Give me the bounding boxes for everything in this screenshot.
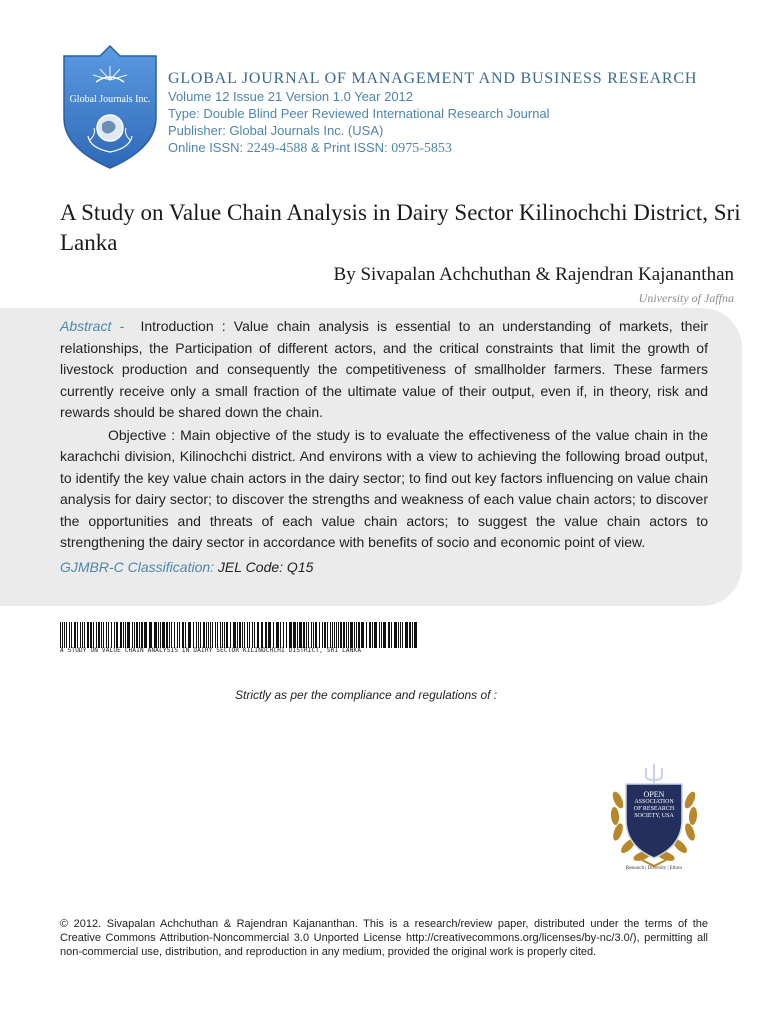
barcode-bar <box>169 622 170 648</box>
barcode-bar <box>265 622 267 648</box>
barcode-caption: A STUDY ON VALUE CHAIN ANALYSIS IN DAIRY SECTOR KILINOCHCHI DISTRICT, SRI LANKA <box>60 647 362 654</box>
abstract <box>60 316 708 578</box>
barcode-bar <box>215 622 216 648</box>
barcode-bar <box>388 622 390 648</box>
barcode-bar <box>196 622 197 648</box>
barcode-bar <box>103 622 104 648</box>
barcode-bar <box>96 622 97 648</box>
barcode-bar <box>319 622 320 648</box>
barcode-bar <box>82 622 83 648</box>
issn-online-label: Online ISSN: <box>168 140 247 155</box>
barcode-bar <box>198 622 199 648</box>
barcode-bar <box>166 622 168 648</box>
type-line: Type: Double Blind Peer Reviewed International Research Journal <box>168 106 550 121</box>
barcode-bar <box>98 622 100 648</box>
barcode-bar <box>276 622 279 648</box>
barcode-bar <box>313 622 314 648</box>
barcode-bar <box>144 622 147 648</box>
barcode-bar <box>134 622 135 648</box>
barcode-bar <box>87 622 89 648</box>
paper-title: A Study on Value Chain Analysis in Dairy Sector Kilinochchi District, Sri Lanka <box>60 200 741 255</box>
barcode-bar <box>114 622 115 648</box>
barcode-bar <box>334 622 335 648</box>
barcode-bar <box>62 622 63 648</box>
barcode-bar <box>252 622 253 648</box>
barcode-bar <box>217 622 218 648</box>
barcode-bar <box>233 622 236 648</box>
barcode-bar <box>93 622 94 648</box>
barcode-bar <box>400 622 401 648</box>
barcode-bar <box>154 622 157 648</box>
barcode-bar <box>244 622 245 648</box>
barcode-bar <box>69 622 70 648</box>
barcode-bar <box>358 622 360 648</box>
classification-label: GJMBR-C Classification: <box>60 558 215 575</box>
barcode-bar <box>369 622 371 648</box>
barcode-bar <box>402 622 403 648</box>
barcode-bar <box>123 622 124 648</box>
barcode-bar <box>254 622 255 648</box>
barcode-bar <box>203 622 205 648</box>
barcode-bar <box>136 622 138 648</box>
barcode-bar <box>348 622 349 648</box>
barcode-bar <box>356 622 357 648</box>
barcode-bar <box>116 622 118 648</box>
barcode-bar <box>162 622 165 648</box>
barcode <box>60 622 420 648</box>
oars-line-association: ASSOCIATION <box>634 799 674 805</box>
barcode-bar <box>64 622 65 648</box>
barcode-bar <box>340 622 342 648</box>
barcode-bar <box>257 622 259 648</box>
barcode-bar <box>179 622 180 648</box>
barcode-bar <box>242 622 243 648</box>
barcode-bar <box>327 622 328 648</box>
barcode-bar <box>182 622 184 648</box>
volume-line: Volume 12 Issue 21 Version 1.0 Year 2012 <box>168 89 414 104</box>
barcode-bar <box>322 622 323 648</box>
barcode-bar <box>391 622 392 648</box>
abstract-introduction-paragraph <box>60 316 708 424</box>
barcode-bar <box>293 622 296 648</box>
barcode-bar <box>200 622 201 648</box>
barcode-bar <box>398 622 399 648</box>
barcode-bar <box>247 622 248 648</box>
issn-online-number: 2249-4588 <box>246 141 308 156</box>
barcode-bar <box>306 622 307 648</box>
publisher-line: Publisher: Global Journals Inc. (USA) <box>168 123 384 138</box>
barcode-bar <box>381 622 382 648</box>
issn-print-label: & Print ISSN: <box>307 140 392 155</box>
journal-logo-text: Global Journals Inc. <box>69 94 151 105</box>
barcode-bar <box>101 622 102 648</box>
barcode-bar <box>239 622 241 648</box>
barcode-bar <box>289 622 292 648</box>
barcode-bar <box>394 622 397 648</box>
barcode-bar <box>208 622 209 648</box>
barcode-bar <box>315 622 317 648</box>
barcode-bar <box>160 622 161 648</box>
barcode-bar <box>372 622 373 648</box>
barcode-bar <box>80 622 81 648</box>
barcode-bar <box>350 622 353 648</box>
compliance-text: Strictly as per the compliance and regulations of : <box>235 688 498 702</box>
barcode-bar <box>330 622 331 648</box>
barcode-bar <box>303 622 305 648</box>
barcode-bar <box>177 622 178 648</box>
barcode-bar <box>379 622 380 648</box>
copyright-notice: © 2012. Sivapalan Achchuthan & Rajendran Kajananthan. This is a research/review paper, distributed under the terms of the Creative Commons Attribution-Noncommercial 3.0 Unported License http://creativecommons.org/licenses/by-nc/3.0/), permitting all non-commercial use, distribution, and reproduction in any medium, provided the original work is properly cited. <box>60 918 708 958</box>
barcode-bar <box>111 622 112 648</box>
barcode-bar <box>224 622 225 648</box>
barcode-bar <box>212 622 213 648</box>
barcode-bar <box>297 622 298 648</box>
barcode-bar <box>343 622 345 648</box>
abstract-introduction: Introduction : Value chain analysis is essential to an understanding of markets, their relationships, the Participation of different actors, and the critical constraints that limit the growth of livestock production and consequently the competitiveness of smallholder farmers. These farmers currently receive only a small fraction of the ultimate value of their output, even if, in theory, risk and rewards should be shared down the chain. <box>60 318 709 420</box>
oars-line-open: OPEN <box>643 790 665 799</box>
barcode-bar <box>60 622 61 648</box>
barcode-bar <box>409 622 411 648</box>
barcode-bar <box>332 622 333 648</box>
journal-title: GLOBAL JOURNAL OF MANAGEMENT AND BUSINESS RESEARCH <box>168 70 698 87</box>
barcode-bar <box>206 622 207 648</box>
barcode-bar <box>84 622 85 648</box>
barcode-bar <box>71 622 72 648</box>
abstract-label: Abstract - <box>60 318 125 334</box>
barcode-bar <box>226 622 228 648</box>
barcode-bar <box>149 622 152 648</box>
barcode-bar <box>249 622 250 648</box>
barcode-bar <box>361 622 364 648</box>
barcode-bar <box>158 622 159 648</box>
barcode-bar <box>354 622 355 648</box>
classification-line <box>60 557 708 579</box>
barcode-bar <box>132 622 133 648</box>
barcode-bar <box>286 622 287 648</box>
globe-shield-icon <box>60 44 160 170</box>
barcode-bar <box>405 622 408 648</box>
barcode-bar <box>174 622 175 648</box>
barcode-bar <box>366 622 367 648</box>
barcode-bar <box>280 622 281 648</box>
barcode-bar <box>120 622 122 648</box>
barcode-bar <box>108 622 109 648</box>
barcode-bar <box>273 622 274 648</box>
barcode-bar <box>210 622 211 648</box>
barcode-bar <box>308 622 309 648</box>
barcode-bar <box>74 622 76 648</box>
barcode-bar <box>414 622 417 648</box>
barcode-bar <box>261 622 263 648</box>
author-affiliation: University of Jaffna <box>638 291 734 305</box>
barcode-bar <box>237 622 238 648</box>
barcode-bar <box>139 622 140 648</box>
barcode-bar <box>346 622 347 648</box>
issn-print-number: 0975-5853 <box>391 141 452 156</box>
barcode-bar <box>299 622 302 648</box>
barcode-bar <box>336 622 337 648</box>
barcode-bar <box>125 622 126 648</box>
barcode-bar <box>66 622 67 648</box>
barcode-bar <box>106 622 107 648</box>
oars-crest-text <box>626 790 682 820</box>
issn-line <box>168 139 748 157</box>
barcode-bar <box>193 622 194 648</box>
barcode-bar <box>220 622 221 648</box>
oars-tagline: Research | Diversity | Ethics <box>625 866 683 871</box>
oars-line-research: OF RESEARCH <box>633 806 675 812</box>
abstract-objective: Objective : Main objective of the study is to evaluate the effectiveness of the value chain in the karachchi division, Kilinochchi district. And environs with a view to achieving the following broad output, to identify the key value chain actors in the dairy sector; to find out key factors influencing on value chain analysis for dairy sector; to discover the strengths and weakness of each value chain actors; to discover the opportunities and threats of each value chain actors; to suggest the value chain actors to strengthening the dairy sector in accordance with benefits of socio and economic point of view. <box>60 426 708 550</box>
barcode-bar <box>127 622 130 648</box>
barcode-bar <box>383 622 386 648</box>
paper-authors: By Sivapalan Achchuthan & Rajendran Kajananthan <box>333 264 734 285</box>
barcode-bar <box>171 622 172 648</box>
oars-line-society: SOCIETY, USA <box>634 813 674 819</box>
barcode-bar <box>188 622 191 648</box>
barcode-bar <box>311 622 312 648</box>
barcode-bar <box>77 622 78 648</box>
barcode-bar <box>185 622 186 648</box>
barcode-bar <box>374 622 377 648</box>
barcode-bar <box>283 622 284 648</box>
barcode-bar <box>338 622 339 648</box>
barcode-bar <box>90 622 92 648</box>
barcode-bar <box>268 622 271 648</box>
classification-value: JEL Code: Q15 <box>214 558 314 575</box>
barcode-bar <box>324 622 326 648</box>
barcode-bar <box>412 622 413 648</box>
barcode-bar <box>141 622 143 648</box>
barcode-bar <box>230 622 231 648</box>
journal-header <box>168 70 748 157</box>
barcode-bar <box>222 622 223 648</box>
